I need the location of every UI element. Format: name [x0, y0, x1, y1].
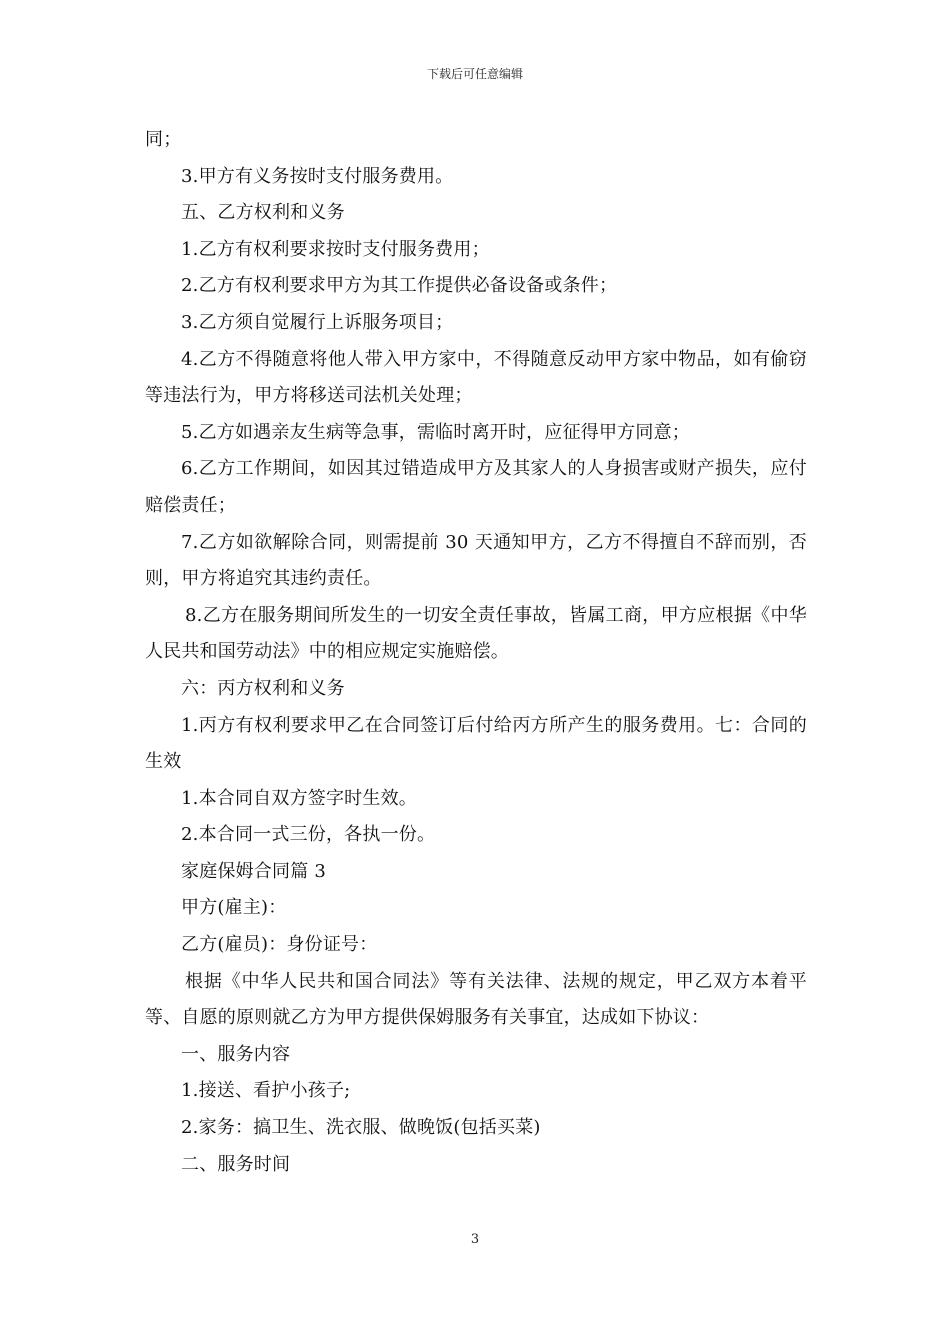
page-number: 3: [470, 1232, 480, 1247]
paragraph: 1.乙方有权利要求按时支付服务费用；: [181, 238, 490, 260]
paragraph: 根据《中华人民共和国合同法》等有关法律、法规的规定，甲乙双方本着平等、自愿的原则就乙方为甲方提供保姆服务有关事宜，达成如下协议：: [145, 970, 807, 1029]
section-heading: 六：丙方权利和义务: [181, 677, 345, 699]
document-subtitle: 家庭保姆合同篇 3: [181, 860, 326, 882]
paragraph: 1.接送、看护小孩子;: [181, 1080, 351, 1102]
paragraph: 1.本合同自双方签字时生效。: [181, 787, 417, 809]
paragraph: 2.家务：搞卫生、洗衣服、做晚饭(包括买菜): [181, 1117, 541, 1139]
page-header: 下载后可任意编辑: [426, 67, 523, 81]
paragraph: 6.乙方工作期间，如因其过错造成甲方及其家人的人身损害或财产损失，应付赔偿责任；: [145, 458, 807, 516]
paragraph: 3.甲方有义务按时支付服务费用。: [181, 165, 454, 187]
section-heading: 二、服务时间: [181, 1153, 291, 1175]
paragraph: 同；: [145, 129, 182, 150]
paragraph: 2.乙方有权利要求甲方为其工作提供必备设备或条件；: [181, 275, 618, 297]
paragraph: 5.乙方如遇亲友生病等急事，需临时离开时，应征得甲方同意；: [181, 421, 690, 443]
section-heading: 五、乙方权利和义务: [181, 202, 345, 224]
paragraph: 8.乙方在服务期间所发生的一切安全责任事故，皆属工商，甲方应根据《中华人民共和国劳动法》中的相应规定实施赔偿。: [145, 604, 807, 663]
section-heading: 一、服务内容: [181, 1043, 291, 1065]
paragraph: 2.本合同一式三份，各执一份。: [181, 824, 436, 846]
paragraph: 3.乙方须自觉履行上诉服务项目；: [181, 311, 454, 333]
paragraph: 7.乙方如欲解除合同，则需提前 30 天通知甲方，乙方不得擅自不辞而别，否则，甲方将追究其违约责任。: [145, 531, 807, 590]
document-body: [145, 122, 807, 1183]
party-b-line: 乙方(雇员)：身份证号：: [181, 934, 378, 956]
paragraph: 1.丙方有权利要求甲乙在合同签订后付给丙方所产生的服务费用。七：合同的生效: [145, 714, 807, 773]
party-a-line: 甲方(雇主)：: [181, 897, 287, 919]
paragraph: 4.乙方不得随意将他人带入甲方家中，不得随意反动甲方家中物品，如有偷窃等违法行为，甲方将移送司法机关处理；: [145, 348, 807, 407]
